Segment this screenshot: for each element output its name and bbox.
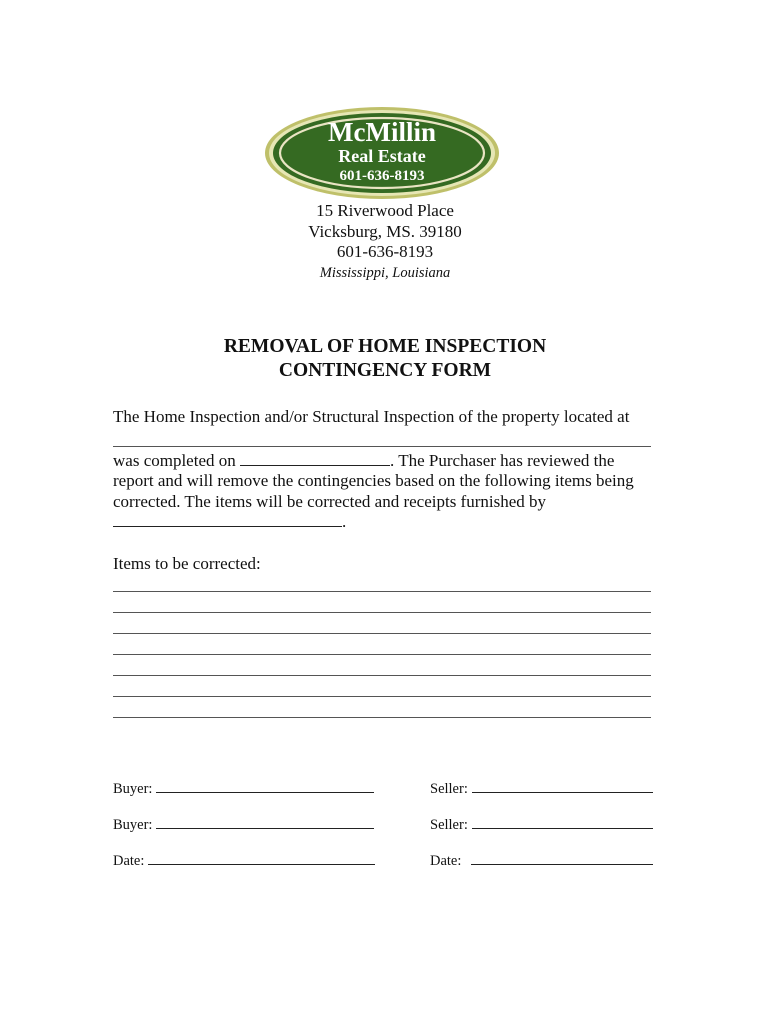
date-label-2: Date: xyxy=(430,853,462,869)
logo-phone-text: 601-636-8193 xyxy=(339,168,425,184)
item-line-5[interactable] xyxy=(113,675,651,676)
date-row-1 xyxy=(113,851,375,870)
items-label: Items to be corrected: xyxy=(113,554,261,573)
city-state-zip: Vicksburg, MS. 39180 xyxy=(308,221,462,241)
completed-line xyxy=(113,450,673,471)
street-address: 15 Riverwood Place xyxy=(316,201,454,220)
form-title-line1: REMOVAL OF HOME INSPECTION xyxy=(223,336,547,357)
buyer-signature-row-1 xyxy=(113,779,374,798)
office-phone: 601-636-8193 xyxy=(336,242,434,261)
item-line-2[interactable] xyxy=(113,612,651,613)
item-line-6[interactable] xyxy=(113,696,651,697)
date-field-2[interactable] xyxy=(471,851,653,865)
logo-name-text: McMillin xyxy=(328,117,436,147)
form-title xyxy=(0,335,770,383)
address-block xyxy=(0,201,770,283)
buyer-label-2: Buyer: xyxy=(113,817,153,833)
body-line-corrected: corrected. The items will be corrected and receipts furnished by xyxy=(113,492,547,511)
body-line-report: report and will remove the contingencies based on the following items being xyxy=(113,471,634,490)
seller-signature-row-1 xyxy=(430,779,653,798)
logo-oval-graphic xyxy=(263,105,501,201)
buyer-signature-row-2 xyxy=(113,815,374,834)
completion-date-field[interactable] xyxy=(240,450,390,466)
furnished-by-field[interactable] xyxy=(113,511,342,527)
buyer-signature-field-1[interactable] xyxy=(156,779,374,793)
seller-label-1: Seller: xyxy=(430,781,468,797)
date-field-1[interactable] xyxy=(148,851,375,865)
form-title-line2: CONTINGENCY FORM xyxy=(278,360,492,381)
seller-signature-field-2[interactable] xyxy=(472,815,653,829)
item-line-3[interactable] xyxy=(113,633,651,634)
item-line-7[interactable] xyxy=(113,717,651,718)
service-states: Mississippi, Louisiana xyxy=(319,264,451,281)
completed-suffix: . The Purchaser has reviewed the xyxy=(390,451,615,470)
seller-signature-field-1[interactable] xyxy=(472,779,653,793)
intro-text: The Home Inspection and/or Structural Inspection of the property located at xyxy=(113,407,630,426)
seller-label-2: Seller: xyxy=(430,817,468,833)
date-label-1: Date: xyxy=(113,853,145,869)
furnished-by-period: . xyxy=(342,512,347,531)
property-address-field[interactable] xyxy=(113,446,651,447)
completed-prefix: was completed on xyxy=(113,451,236,470)
buyer-signature-field-2[interactable] xyxy=(156,815,374,829)
logo-subtitle-text: Real Estate xyxy=(338,146,426,166)
company-logo xyxy=(263,105,501,201)
item-line-1[interactable] xyxy=(113,591,651,592)
date-row-2 xyxy=(430,851,653,870)
item-line-4[interactable] xyxy=(113,654,651,655)
seller-signature-row-2 xyxy=(430,815,653,834)
buyer-label-1: Buyer: xyxy=(113,781,153,797)
furnished-by-line xyxy=(113,511,673,532)
